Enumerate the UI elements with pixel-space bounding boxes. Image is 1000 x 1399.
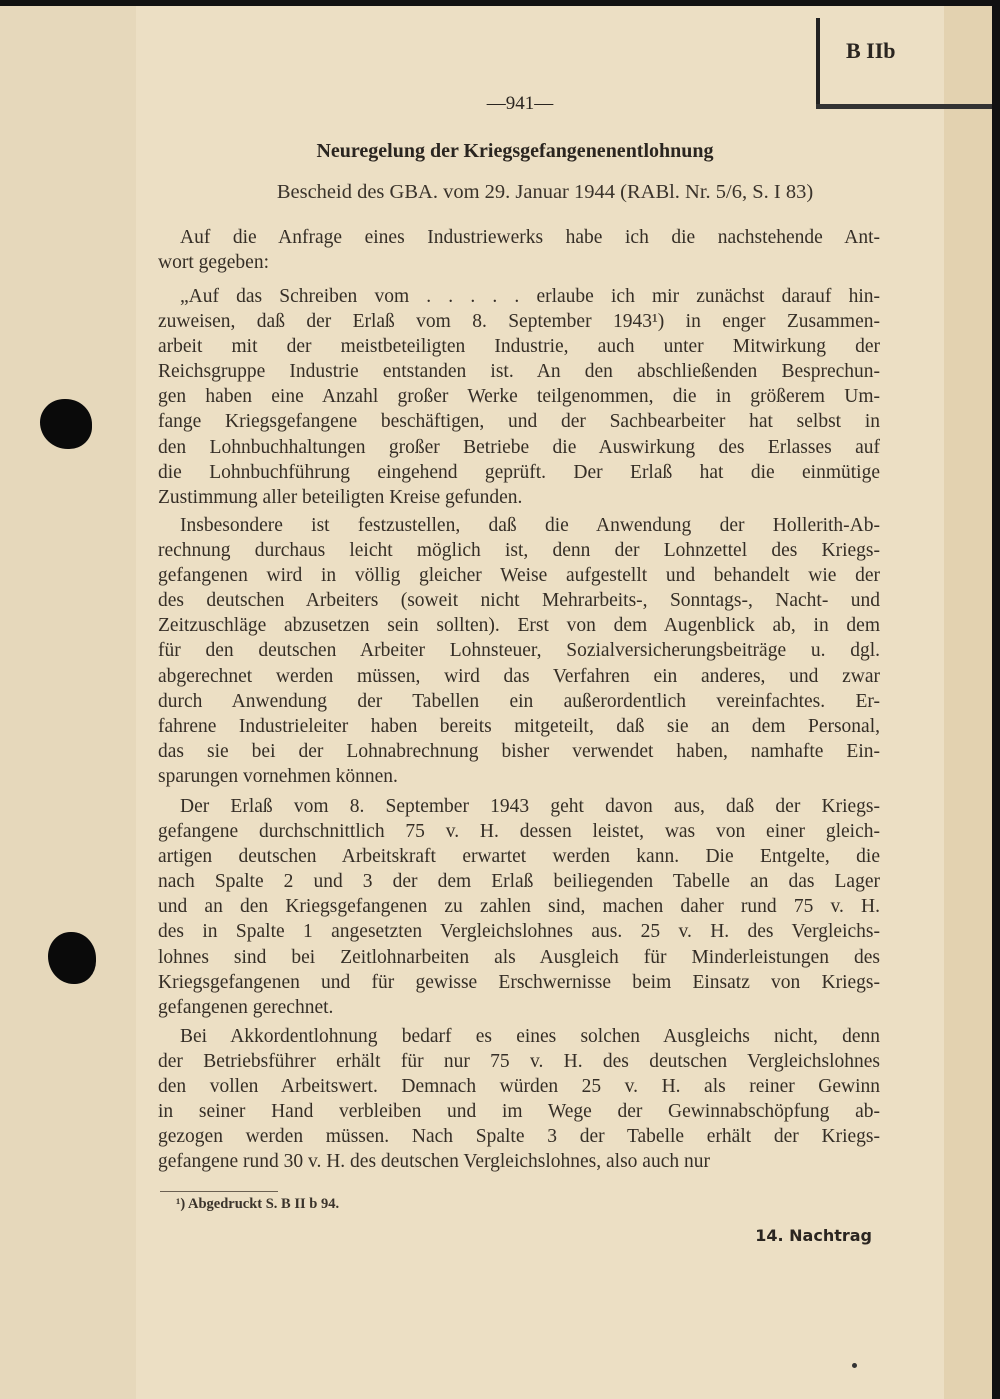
paragraph xyxy=(158,513,880,789)
text-line: das sie bei der Lohnabrechnung bisher verwendet haben, namhafte Ein- xyxy=(158,740,880,762)
text-line: Zustimmung aller beteiligten Kreise gefunden. xyxy=(158,486,523,508)
text-line: Reichsgruppe Industrie entstanden ist. An den abschließenden Besprechun- xyxy=(158,361,880,383)
section-tab: B IIb xyxy=(846,38,896,63)
text-line: gefangene rund 30 v. H. des deutschen Vergleichslohnes, also auch nur xyxy=(158,1151,710,1173)
document-subtitle: Bescheid des GBA. vom 29. Januar 1944 (RABl. Nr. 5/6, S. I 83) xyxy=(276,181,814,203)
text-line: durch Anwendung der Tabellen ein außerordentlich vereinfachtes. Er- xyxy=(158,690,880,712)
text-line: rechnung durchaus leicht möglich ist, denn der Lohnzettel des Kriegs- xyxy=(158,540,880,562)
text-line: Bei Akkordentlohnung bedarf es eines solchen Ausgleichs nicht, denn xyxy=(180,1026,880,1047)
punch-hole xyxy=(40,399,92,449)
document-title: Neuregelung der Kriegsgefangenenentlohnung xyxy=(316,140,714,162)
text-line: gen haben eine Anzahl großer Werke teilgenommen, die in größerem Um- xyxy=(158,386,880,408)
text-line: des deutschen Arbeiters (soweit nicht Mehrarbeits-, Sonntags-, Nacht- und xyxy=(158,590,880,612)
text-line: Kriegsgefangenen und für gewisse Erschwernisse beim Einsatz von Kriegs- xyxy=(158,971,880,993)
paragraph xyxy=(158,225,880,275)
speck xyxy=(852,1363,857,1368)
text-line: den vollen Arbeitswert. Demnach würden 25 v. H. als reiner Gewinn xyxy=(158,1076,880,1098)
text-line: abgerechnet werden müssen, wird das Verfahren ein anderes, und zwar xyxy=(158,665,880,687)
page-margin-left xyxy=(0,6,136,1399)
text-line: artigen deutschen Arbeitskraft erwartet werden kann. Die Entgelte, die xyxy=(158,846,880,868)
punch-hole xyxy=(48,932,96,984)
text-line: fange Kriegsgefangene beschäftigen, und der Sachbearbeiter hat selbst in xyxy=(158,411,880,433)
text-line: zuweisen, daß der Erlaß vom 8. September 1943¹) in enger Zusammen- xyxy=(158,311,880,333)
text-line: gefangenen wird in völlig gleicher Weise aufgestellt und behandelt wie der xyxy=(158,565,880,587)
footnote: ¹) Abgedruckt S. B II b 94. xyxy=(176,1196,340,1212)
text-line: fahrene Industrieleiter haben bereits mitgeteilt, daß sie an dem Personal, xyxy=(158,715,880,737)
text-line: und an den Kriegsgefangenen zu zahlen sind, machen daher rund 75 v. H. xyxy=(158,896,880,918)
paragraph xyxy=(158,1024,880,1175)
text-line: lohnes sind bei Zeitlohnarbeiten als Ausgleich für Minderleistungen des xyxy=(158,946,880,968)
paragraph xyxy=(158,284,880,510)
text-line: für den deutschen Arbeiter Lohnsteuer, Sozialversicherungsbeiträge u. dgl. xyxy=(158,640,880,662)
footnote-rule xyxy=(160,1191,278,1192)
text-line: Der Erlaß vom 8. September 1943 geht davon aus, daß der Kriegs- xyxy=(180,796,880,817)
document-page xyxy=(0,6,992,1399)
text-line: arbeit mit der meistbeteiligten Industrie, auch unter Mitwirkung der xyxy=(158,336,880,358)
text-line: nach Spalte 2 und 3 der dem Erlaß beiliegenden Tabelle an das Lager xyxy=(158,871,880,893)
text-line: Auf die Anfrage eines Industriewerks habe ich die nachstehende Ant- xyxy=(180,227,880,248)
text-line: gezogen werden müssen. Nach Spalte 3 der Tabelle erhält der Kriegs- xyxy=(158,1126,880,1148)
text-line: „Auf das Schreiben vom . . . . . erlaube ich mir zunächst darauf hin- xyxy=(180,286,880,307)
page-number: —941— xyxy=(486,93,554,114)
text-line: des in Spalte 1 angesetzten Vergleichslohnes aus. 25 v. H. des Vergleichs- xyxy=(158,921,880,943)
text-line: Insbesondere ist festzustellen, daß die Anwendung der Hollerith-Ab- xyxy=(180,515,880,536)
text-line: gefangenen gerechnet. xyxy=(158,996,334,1018)
paragraph xyxy=(158,794,880,1020)
text-line: sparungen vornehmen können. xyxy=(158,765,398,787)
text-line: in seiner Hand verbleiben und im Wege der Gewinnabschöpfung ab- xyxy=(158,1101,880,1123)
supplement-label: 14. Nachtrag xyxy=(755,1226,872,1245)
text-line: den Lohnbuchhaltungen großer Betriebe die Auswirkung des Erlasses auf xyxy=(158,436,880,458)
text-line: die Lohnbuchführung eingehend geprüft. Der Erlaß hat die einmütige xyxy=(158,461,880,483)
text-line: Zeitzuschläge abzusetzen sein sollten). Erst von dem Augenblick ab, in dem xyxy=(158,615,880,637)
text-line: wort gegeben: xyxy=(158,252,270,274)
text-line: der Betriebsführer erhält für nur 75 v. H. des deutschen Vergleichslohnes xyxy=(158,1051,880,1073)
page-edge-right xyxy=(944,6,992,1399)
text-line: gefangene durchschnittlich 75 v. H. dessen leistet, was von einer gleich- xyxy=(158,821,880,843)
